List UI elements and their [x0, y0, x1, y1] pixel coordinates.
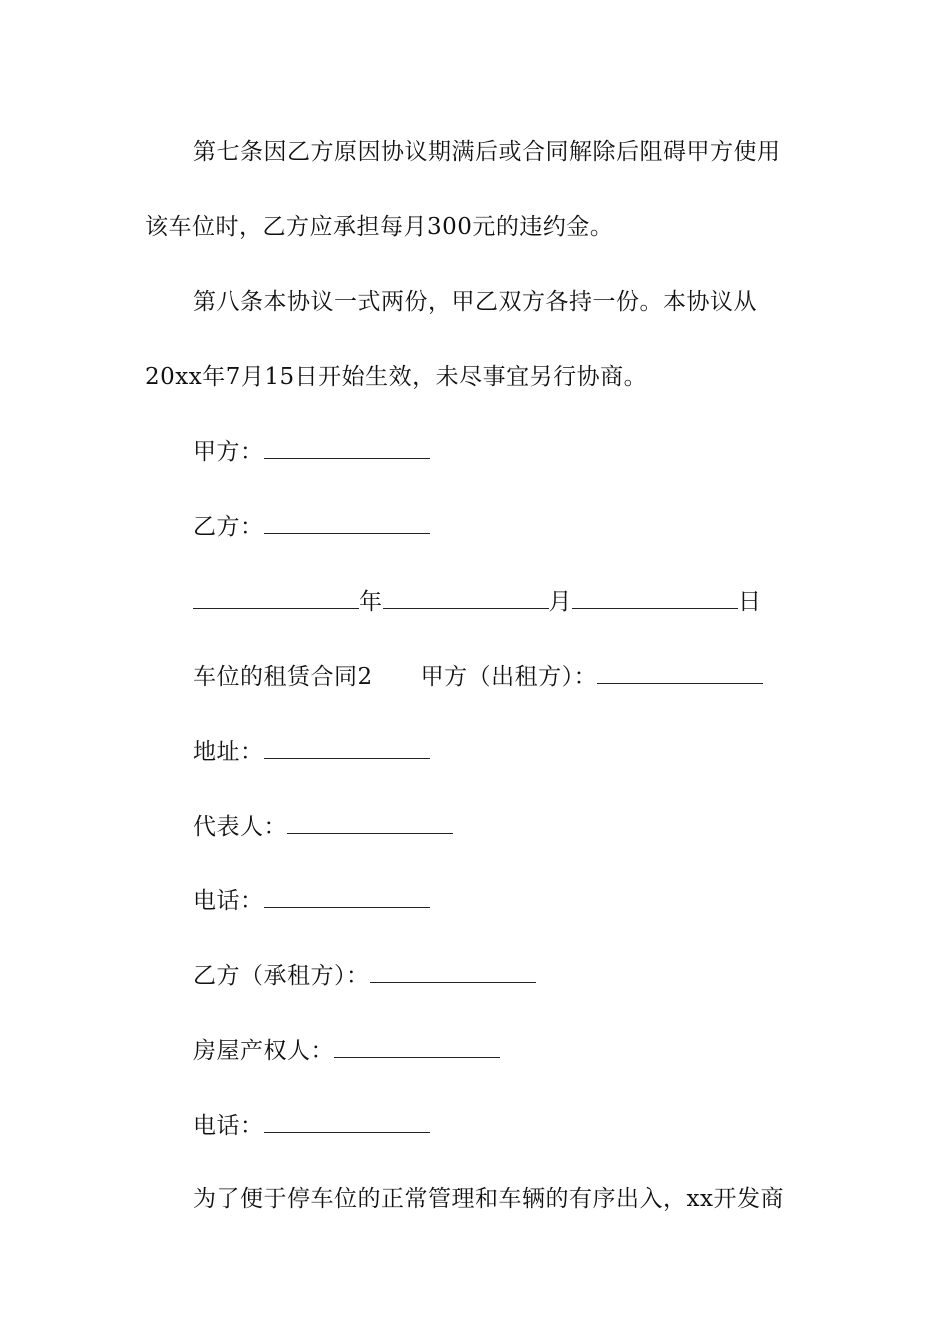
phone-label-2: 电话： [193, 1113, 264, 1139]
representative-line [193, 811, 453, 842]
lessee-line [193, 960, 536, 991]
party-b-blank [264, 511, 430, 534]
month-label: 月 [548, 589, 572, 615]
article8-line1: 第八条本协议一式两份，甲乙双方各持一份。本协议从 [193, 289, 757, 315]
lessor-label: 甲方（出租方）： [420, 664, 598, 690]
phone-blank-1 [264, 885, 430, 908]
address-line [193, 736, 430, 767]
phone-blank-2 [264, 1110, 430, 1133]
party-b-signature-line [193, 511, 430, 542]
month-blank [383, 586, 549, 609]
phone-label-1: 电话： [193, 888, 264, 914]
owner-line [193, 1035, 500, 1066]
year-label: 年 [359, 589, 383, 615]
article8-line2: 20xx年7月15日开始生效，未尽事宜另行协商。 [145, 364, 648, 390]
party-a-label: 甲方： [193, 439, 264, 465]
party-b-label: 乙方： [193, 514, 264, 540]
address-label: 地址： [193, 739, 264, 765]
lessee-blank [370, 960, 536, 983]
day-blank [572, 586, 738, 609]
owner-blank [334, 1035, 500, 1058]
phone-line-2 [193, 1110, 430, 1141]
owner-label: 房屋产权人： [193, 1038, 334, 1064]
contract2-title: 车位的租赁合同2 [193, 664, 373, 690]
phone-line-1 [193, 885, 430, 916]
contract2-heading-line [193, 661, 763, 692]
day-label: 日 [738, 589, 762, 615]
party-a-signature-line [193, 436, 430, 467]
representative-blank [287, 811, 453, 834]
party-a-blank [264, 436, 430, 459]
article7-line1: 第七条因乙方原因协议期满后或合同解除后阻碍甲方使用 [193, 139, 781, 165]
intro-line: 为了便于停车位的正常管理和车辆的有序出入，xx开发商 [193, 1186, 784, 1212]
address-blank [264, 736, 430, 759]
lessor-blank [597, 661, 763, 684]
date-line [193, 586, 762, 617]
article7-line2: 该车位时，乙方应承担每月300元的违约金。 [145, 214, 614, 240]
representative-label: 代表人： [193, 814, 287, 840]
lessee-label: 乙方（承租方）： [193, 963, 370, 989]
year-blank [193, 586, 359, 609]
